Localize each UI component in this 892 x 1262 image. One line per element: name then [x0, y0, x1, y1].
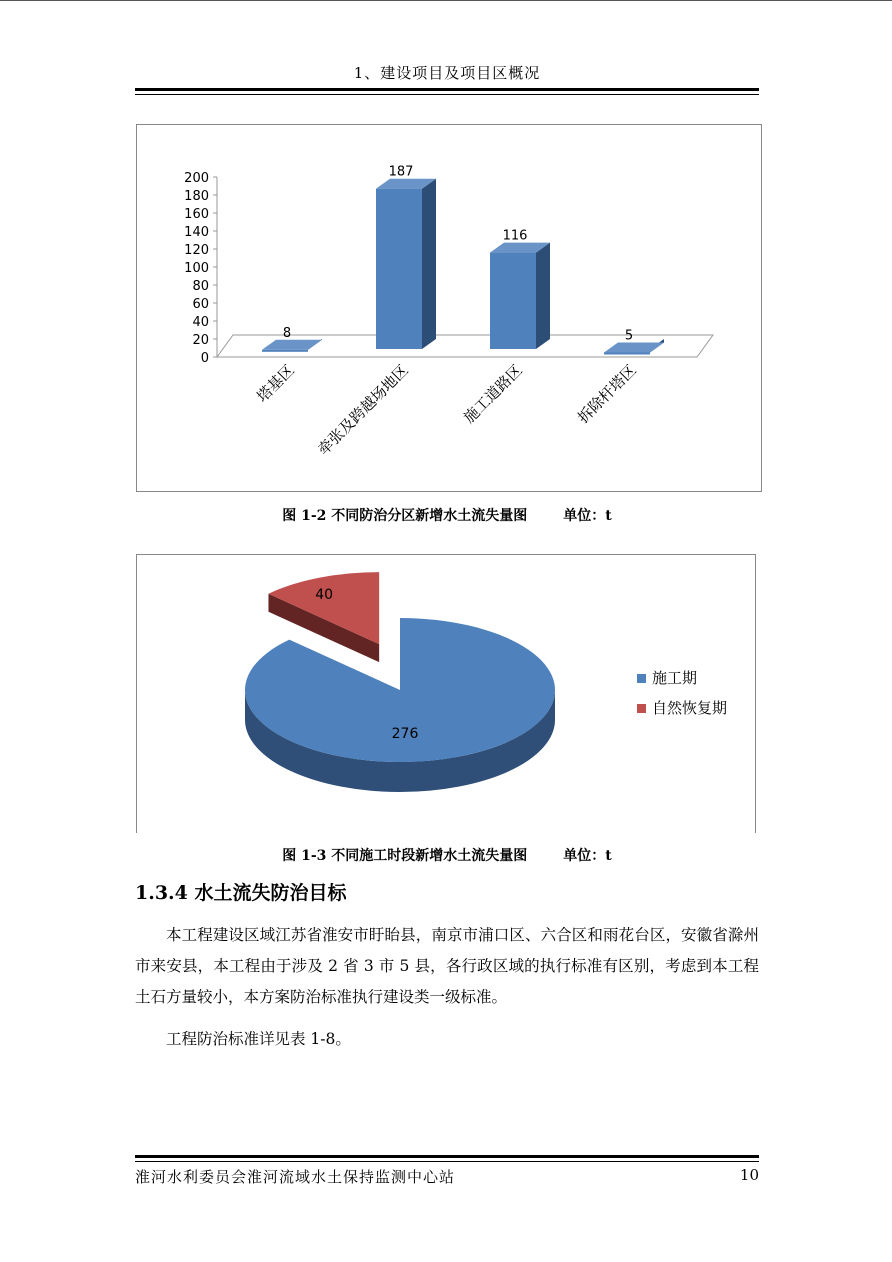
pie-legend-item-1 [637, 697, 727, 718]
pie-data-label-recovery: 40 [315, 587, 334, 604]
y-tick-label: 180 [184, 189, 209, 204]
pie-chart-frame [136, 554, 756, 833]
figure-1-2-unit: 单位：t [563, 508, 612, 524]
y-tick-label: 120 [184, 243, 209, 258]
pie-legend-item-0 [637, 667, 697, 688]
y-tick-label: 160 [184, 207, 209, 222]
section-paragraph-2: 工程防治标准详见表 1-8。 [166, 1030, 351, 1048]
bar-chart-frame [136, 124, 762, 492]
section-paragraph-1: 本工程建设区域江苏省淮安市盱眙县，南京市浦口区、六合区和雨花台区，安徽省滁州市来安县，本工程由于涉及 2 省 3 市 5 县，各行政区域的执行标准有区别，考虑到本工程土石方量较小，本方案防治标准执行建设类一级标准。 [135, 926, 759, 1006]
y-tick-label: 80 [192, 279, 209, 294]
page-number: 10 [739, 1166, 759, 1184]
footer-rule-thick [135, 1155, 759, 1158]
bar-side [536, 243, 550, 349]
bar [262, 350, 308, 352]
bar-data-label: 116 [502, 228, 528, 244]
figure-1-3-caption-text: 图 1-3 不同施工时段新增水土流失量图 [282, 848, 528, 864]
footer-rule-thin [135, 1161, 759, 1162]
bar-side [422, 179, 436, 349]
bar [604, 353, 650, 355]
y-tick-label: 100 [184, 261, 209, 276]
y-tick-label: 200 [184, 171, 209, 186]
section-title: 1.3.4 水土流失防治目标 [135, 882, 347, 904]
x-category-label: 施工道路区 [460, 361, 526, 427]
y-tick-label: 20 [192, 333, 209, 348]
x-category-label: 牵张及跨越场地区 [314, 361, 412, 459]
page-top-border [0, 0, 892, 1]
bar-chart [137, 125, 761, 491]
bar [490, 253, 536, 349]
figure-1-2-caption-text: 图 1-2 不同防治分区新增水土流失量图 [282, 508, 528, 524]
bar [376, 189, 422, 349]
y-tick-label: 40 [192, 315, 209, 330]
legend-swatch-construction [637, 674, 646, 683]
y-tick-label: 60 [192, 297, 209, 312]
footer-organization: 淮河水利委员会淮河流域水土保持监测中心站 [135, 1168, 456, 1186]
bar-data-label: 187 [388, 164, 414, 180]
figure-1-3-unit: 单位：t [563, 848, 612, 864]
legend-swatch-recovery [637, 704, 646, 713]
y-tick-label: 140 [184, 225, 209, 240]
pie-legend-label-0: 施工期 [652, 669, 698, 687]
figure-1-3-caption [135, 845, 759, 865]
x-category-label: 拆除杆塔区 [574, 361, 640, 427]
pie-chart [137, 555, 755, 833]
y-tick-label: 0 [200, 351, 209, 366]
figure-1-2-caption [135, 505, 759, 525]
pie-legend-label-1: 自然恢复期 [652, 699, 728, 717]
x-category-label: 塔基区 [253, 361, 298, 406]
bar-data-label: 8 [282, 325, 292, 341]
page-header-title: 1、建设项目及项目区概况 [353, 64, 541, 82]
bar-data-label: 5 [624, 328, 634, 344]
header-rule-thin [135, 94, 759, 95]
header-rule-thick [135, 88, 759, 91]
pie-data-label-construction: 276 [391, 726, 419, 742]
